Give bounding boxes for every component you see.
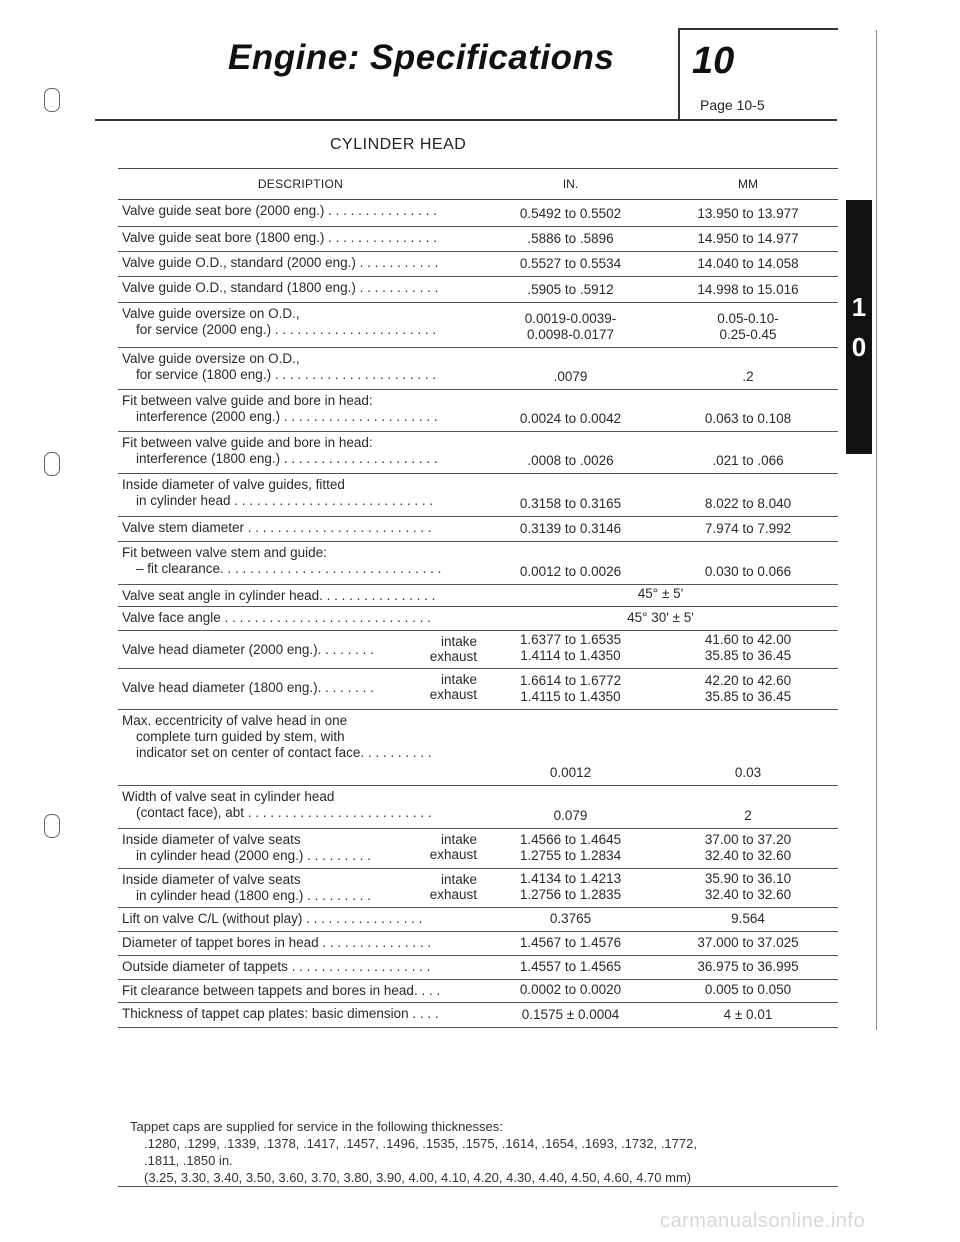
value-mm: 35.90 to 36.10 32.40 to 32.60 [704, 871, 792, 902]
row-description [118, 227, 483, 251]
row-description [118, 432, 483, 473]
value-mm: 37.00 to 37.20 32.40 to 32.60 [704, 832, 792, 863]
description-line: Lift on valve C/L (without play) . . . . . . . . . . . . . . . . [122, 911, 423, 926]
table-row [118, 348, 838, 390]
table-row [118, 390, 838, 432]
note-line: Tappet caps are supplied for service in the following thicknesses: [130, 1119, 503, 1134]
row-description [118, 956, 483, 979]
table-row [118, 956, 838, 980]
value-in: 0.3139 to 0.3146 [519, 521, 622, 536]
description-line: Diameter of tappet bores in head . . . . . . . . . . . . . . . [122, 935, 432, 950]
description-line: Valve face angle . . . . . . . . . . . . . . . . . . . . . . . . . . . . [122, 610, 431, 625]
bottom-rule [118, 1186, 838, 1187]
description-line: Valve guide O.D., standard (1800 eng.) . . . . . . . . . . . [122, 280, 439, 295]
table-row [118, 786, 838, 829]
value-in: 1.4567 to 1.4576 [519, 935, 622, 950]
spec-table [118, 168, 838, 1028]
intake-exhaust-labels: intake exhaust [429, 672, 477, 702]
row-description [118, 303, 483, 347]
description-line: Valve guide seat bore (2000 eng.) . . . . . . . . . . . . . . . [122, 203, 437, 218]
description-line: – fit clearance. . . . . . . . . . . . . . . . . . . . . . . . . . . . . . [136, 561, 442, 576]
value-in: .0079 [553, 369, 588, 384]
angle-value: 45° 30' ± 5' [627, 610, 694, 625]
table-row [118, 869, 838, 908]
description-line: Thickness of tappet cap plates: basic dimension . . . . [122, 1006, 439, 1021]
margin-line [876, 30, 877, 1030]
note-line: (3.25, 3.30, 3.40, 3.50, 3.60, 3.70, 3.80, 3.90, 4.00, 4.10, 4.20, 4.30, 4.40, 4.50, 4.60, 4.70 mm) [144, 1170, 692, 1185]
page-title: Engine: Specifications [228, 38, 615, 77]
table-row [118, 303, 838, 348]
row-description [118, 1003, 483, 1027]
note-line: .1280, .1299, .1339, .1378, .1417, .1457, .1496, .1535, .1575, .1614, .1654, .1693, .1732, .1772, [144, 1136, 697, 1151]
column-header-in: IN. [562, 177, 579, 191]
description-line: Fit between valve guide and bore in head: [122, 393, 373, 408]
description-line: Fit between valve stem and guide: [122, 545, 327, 560]
watermark: carmanualsonline.info [660, 1210, 866, 1232]
row-description [118, 932, 483, 955]
description-main [122, 872, 371, 904]
row-description [118, 390, 483, 431]
description-line: Valve guide seat bore (1800 eng.) . . . . . . . . . . . . . . . [122, 230, 437, 245]
chapter-tab-digit: 1 [851, 292, 867, 322]
description-line: Inside diameter of valve seats [122, 872, 301, 887]
description-line: in cylinder head (1800 eng.) . . . . . . . . . [136, 888, 371, 903]
value-mm: 0.03 [734, 765, 762, 780]
description-line: in cylinder head (2000 eng.) . . . . . . . . . [136, 848, 371, 863]
binder-hole-icon [44, 452, 60, 476]
value-mm: .2 [742, 369, 754, 384]
row-description [118, 348, 483, 389]
row-description [118, 631, 483, 668]
intake-exhaust-labels: intake exhaust [429, 832, 477, 862]
row-description [118, 710, 483, 785]
description-line: indicator set on center of contact face. . . . . . . . . . [136, 745, 432, 760]
row-description [118, 252, 483, 276]
row-description [118, 829, 483, 868]
value-in: .0008 to .0026 [527, 453, 614, 468]
value-mm: 9.564 [731, 911, 765, 926]
description-line: for service (2000 eng.) . . . . . . . . . . . . . . . . . . . . . . [136, 322, 437, 337]
value-mm: 42.20 to 42.60 35.85 to 36.45 [704, 673, 792, 704]
table-row [118, 585, 838, 607]
header-rule [95, 119, 837, 121]
table-row [118, 252, 838, 277]
chapter-number: 10 [692, 40, 735, 82]
value-mm: 0.063 to 0.108 [704, 411, 792, 426]
description-line: Max. eccentricity of valve head in one [122, 713, 348, 728]
description-main: Valve head diameter (2000 eng.). . . . . . . . [122, 642, 374, 657]
row-description [118, 542, 483, 584]
description-line: Valve stem diameter . . . . . . . . . . . . . . . . . . . . . . . . . [122, 520, 432, 535]
table-row [118, 1003, 838, 1028]
row-description [118, 517, 483, 541]
description-split [122, 832, 483, 864]
value-in: 1.4557 to 1.4565 [519, 959, 622, 974]
value-mm: 7.974 to 7.992 [704, 521, 792, 536]
description-main [122, 832, 371, 864]
description-line: Width of valve seat in cylinder head [122, 789, 335, 804]
table-row [118, 669, 838, 710]
description-line: Fit between valve guide and bore in head: [122, 435, 373, 450]
column-header-mm: MM [738, 177, 758, 191]
description-line: Valve guide oversize on O.D., [122, 351, 300, 366]
page-box-divider [678, 90, 680, 120]
section-title: CYLINDER HEAD [330, 136, 467, 153]
column-header-description: DESCRIPTION [257, 177, 344, 191]
table-row [118, 517, 838, 542]
intake-exhaust-labels: intake exhaust [429, 634, 477, 664]
value-mm: 0.005 to 0.050 [704, 982, 792, 997]
row-description [118, 869, 483, 907]
value-in: .5905 to .5912 [527, 282, 614, 297]
row-description [118, 669, 483, 709]
value-in: 0.0002 to 0.0020 [519, 982, 622, 997]
value-mm: 13.950 to 13.977 [697, 206, 799, 221]
angle-value: 45° ± 5' [637, 586, 684, 601]
description-line: Outside diameter of tappets . . . . . . . . . . . . . . . . . . . [122, 959, 431, 974]
value-mm: 8.022 to 8.040 [704, 496, 792, 511]
row-description [118, 277, 483, 302]
row-description [118, 474, 483, 516]
binder-hole-icon [44, 88, 60, 112]
value-in: 0.3158 to 0.3165 [519, 496, 622, 511]
description-line: interference (1800 eng.) . . . . . . . . . . . . . . . . . . . . . [136, 451, 438, 466]
note-line: .1811, .1850 in. [144, 1153, 233, 1168]
table-row [118, 932, 838, 956]
description-line: for service (1800 eng.) . . . . . . . . . . . . . . . . . . . . . . [136, 367, 437, 382]
description-line: Fit clearance between tappets and bores in head. . . . [122, 983, 441, 998]
chapter-tab-digit: 0 [851, 332, 867, 362]
description-main: Valve head diameter (1800 eng.). . . . . . . . [122, 680, 374, 695]
value-in: 0.0012 to 0.0026 [519, 564, 622, 579]
table-row [118, 474, 838, 517]
value-in: 0.0019-0.0039- 0.0098-0.0177 [524, 311, 617, 342]
description-line: Valve seat angle in cylinder head. . . . . . . . . . . . . . . . [122, 588, 436, 603]
description-line: Valve guide O.D., standard (2000 eng.) . . . . . . . . . . . [122, 255, 439, 270]
value-in: 1.6614 to 1.6772 1.4115 to 1.4350 [519, 673, 622, 704]
value-in: 0.1575 ± 0.0004 [521, 1007, 620, 1022]
intake-exhaust-labels: intake exhaust [429, 872, 477, 902]
row-description [118, 200, 483, 226]
description-line: Inside diameter of valve guides, fitted [122, 477, 345, 492]
description-line: interference (2000 eng.) . . . . . . . . . . . . . . . . . . . . . [136, 409, 438, 424]
row-description [118, 585, 483, 606]
value-mm: 0.05-0.10- 0.25-0.45 [717, 311, 779, 342]
value-mm: 14.950 to 14.977 [697, 231, 799, 246]
tappet-note [130, 1118, 840, 1186]
value-mm: 2 [744, 808, 752, 823]
value-mm: 14.040 to 14.058 [697, 256, 799, 271]
binder-hole-icon [44, 814, 60, 838]
table-row [118, 631, 838, 669]
row-description [118, 980, 483, 1002]
table-row [118, 980, 838, 1003]
value-mm: 0.030 to 0.066 [704, 564, 792, 579]
table-row [118, 277, 838, 303]
table-row [118, 432, 838, 474]
value-mm: 36.975 to 36.995 [697, 959, 799, 974]
value-mm: 4 ± 0.01 [723, 1007, 773, 1022]
value-mm: 41.60 to 42.00 35.85 to 36.45 [704, 632, 792, 663]
table-row [118, 710, 838, 786]
table-header [118, 169, 838, 200]
description-split [122, 872, 483, 904]
table-row [118, 607, 838, 631]
table-row [118, 908, 838, 932]
value-in: 0.079 [553, 808, 588, 823]
table-row [118, 227, 838, 252]
value-in: 0.3765 [549, 911, 592, 926]
description-split [122, 634, 483, 664]
description-line: in cylinder head . . . . . . . . . . . . . . . . . . . . . . . . . . . [136, 493, 434, 508]
description-line: Inside diameter of valve seats [122, 832, 301, 847]
row-description [118, 607, 483, 630]
value-in: 0.0024 to 0.0042 [519, 411, 622, 426]
chapter-tab [846, 200, 872, 454]
row-description [118, 908, 483, 931]
description-line: (contact face), abt . . . . . . . . . . . . . . . . . . . . . . . . . [136, 805, 432, 820]
chapter-box [678, 28, 838, 92]
value-in: 0.5492 to 0.5502 [519, 206, 622, 221]
page-number: Page 10-5 [700, 97, 765, 113]
value-in: 0.5527 to 0.5534 [519, 256, 622, 271]
value-in: 1.6377 to 1.6535 1.4114 to 1.4350 [519, 632, 622, 663]
value-mm: 14.998 to 15.016 [697, 282, 799, 297]
value-in: 1.4566 to 1.4645 1.2755 to 1.2834 [519, 832, 622, 863]
value-mm: .021 to .066 [712, 453, 784, 468]
value-mm: 37.000 to 37.025 [697, 935, 799, 950]
value-in: 1.4134 to 1.4213 1.2756 to 1.2835 [519, 871, 622, 902]
value-in: 0.0012 [549, 765, 592, 780]
value-in: .5886 to .5896 [527, 231, 614, 246]
table-row [118, 829, 838, 869]
description-line: complete turn guided by stem, with [136, 729, 345, 744]
row-description [118, 786, 483, 828]
table-row [118, 542, 838, 585]
description-split [122, 672, 483, 702]
description-line: Valve guide oversize on O.D., [122, 306, 300, 321]
table-row [118, 200, 838, 227]
